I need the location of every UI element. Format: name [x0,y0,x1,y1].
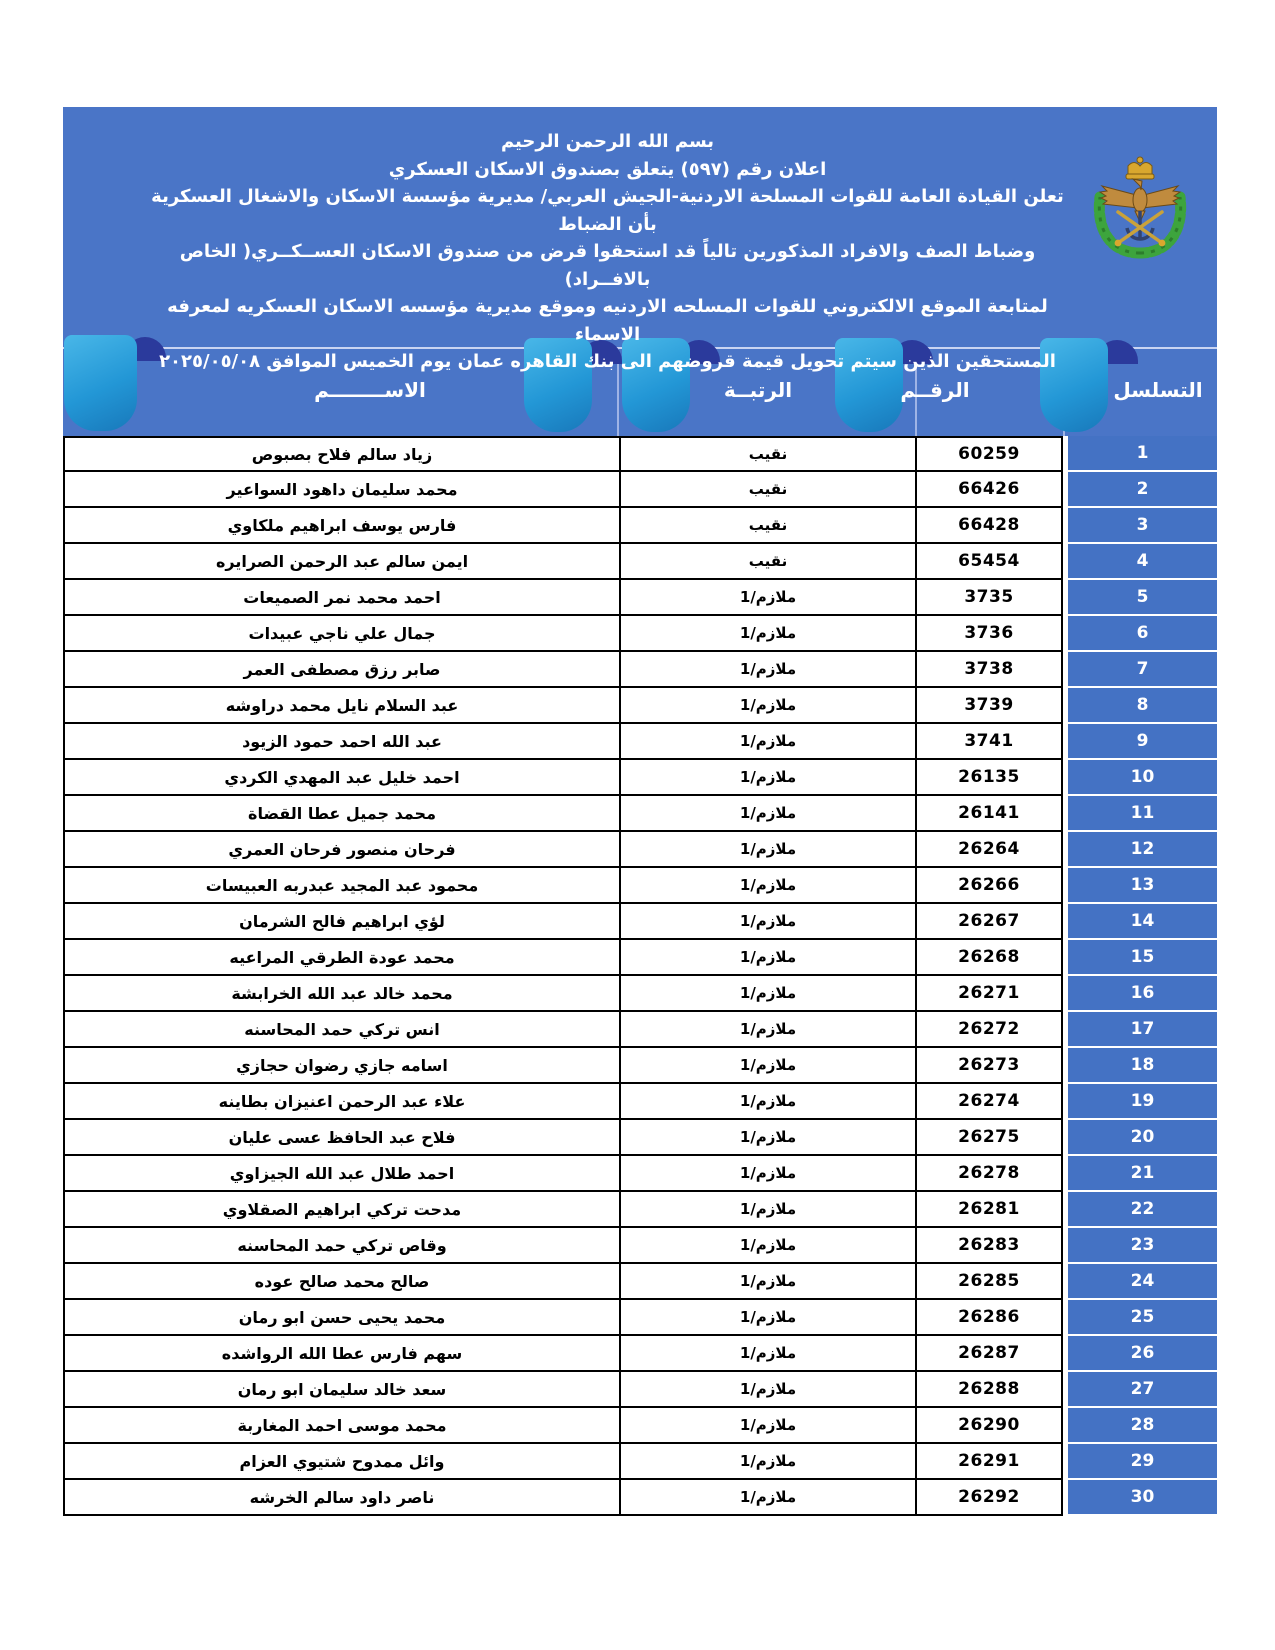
cell-number: 26271 [958,983,1020,1003]
table-row [63,688,1217,724]
cell-name: وقاص تركي حمد المحاسنه [237,1235,447,1255]
table-row [63,904,1217,940]
cell-rank: ملازم/1 [619,940,917,974]
bismillah-line: بسم الله الرحمن الرحيم [500,131,715,152]
cell-serial: 20 [1068,1120,1217,1154]
cell-name: علاء عبد الرحمن اعنيزان بطاينه [218,1091,466,1111]
cell-rank: ملازم/1 [619,688,917,722]
cell-name: محمد يحيى حسن ابو رمان [238,1307,446,1327]
cell-number: 26267 [958,911,1020,931]
cell-number: 26264 [958,839,1020,859]
cell-serial: 6 [1068,616,1217,650]
cell-rank: ملازم/1 [619,1228,917,1262]
cell-serial: 13 [1068,868,1217,902]
cell-rank: ملازم/1 [619,724,917,758]
cell-rank: ملازم/1 [619,1408,917,1442]
announcement-header-band [63,107,1217,436]
cell-number: 26286 [958,1307,1020,1327]
column-header-serial: التسلسل [1113,378,1203,402]
cell-name: محمد سليمان داهود السواعير [226,479,458,499]
cell-number: 26287 [958,1343,1020,1363]
table-row [63,616,1217,652]
cell-serial: 26 [1068,1336,1217,1370]
cell-number: 3739 [964,695,1014,715]
table-row [63,652,1217,688]
cell-rank: ملازم/1 [619,868,917,902]
cell-rank: نقيب [619,508,917,542]
cell-serial: 24 [1068,1264,1217,1298]
cell-name: جمال علي ناجي عبيدات [248,623,436,643]
table-row [63,1048,1217,1084]
cell-serial: 10 [1068,760,1217,794]
table-row [63,1084,1217,1120]
cell-rank: ملازم/1 [619,904,917,938]
cell-rank: ملازم/1 [619,832,917,866]
cell-number: 26273 [958,1055,1020,1075]
cell-name: احمد خليل عبد المهدي الكردي [224,767,460,787]
cell-serial: 5 [1068,580,1217,614]
cell-rank: ملازم/1 [619,580,917,614]
cell-serial: 11 [1068,796,1217,830]
cell-serial: 25 [1068,1300,1217,1334]
armed-forces-emblem-logo [1090,155,1190,259]
cell-rank: ملازم/1 [619,1372,917,1406]
table-row [63,508,1217,544]
cell-serial: 22 [1068,1192,1217,1226]
cell-serial: 1 [1068,436,1217,470]
cell-rank: ملازم/1 [619,1012,917,1046]
table-row [63,1264,1217,1300]
cell-name: محمد موسى احمد المغاربة [237,1415,447,1435]
cell-name: فرحان منصور فرحان العمري [228,839,456,859]
cell-name: محمد جميل عطا القضاة [248,803,436,823]
announcement-body-line-3: لمتابعة الموقع الالكتروني للقوات المسلحه الاردنيه وموقع مديرية مؤسسه الاسكان العسكريه لمعرفه الاسماء [167,296,1048,345]
cell-rank: ملازم/1 [619,1300,917,1334]
cell-rank: ملازم/1 [619,976,917,1010]
cell-name: لؤي ابراهيم فالح الشرمان [239,911,445,931]
cell-number: 26278 [958,1163,1020,1183]
cell-number: 66428 [958,515,1020,535]
table-row [63,1228,1217,1264]
cell-serial: 30 [1068,1480,1217,1514]
cell-name: فارس يوسف ابراهيم ملكاوي [227,515,457,535]
cell-rank: ملازم/1 [619,1336,917,1370]
table-row [63,544,1217,580]
table-row [63,832,1217,868]
cell-name: محمد عودة الطرقي المراعيه [229,947,455,967]
cell-number: 66426 [958,479,1020,499]
cell-name: ناصر داود سالم الخرشه [249,1487,435,1507]
cell-name: سعد خالد سليمان ابو رمان [237,1379,447,1399]
table-row [63,1012,1217,1048]
cell-number: 26272 [958,1019,1020,1039]
cell-number: 26290 [958,1415,1020,1435]
cell-number: 26283 [958,1235,1020,1255]
cell-serial: 17 [1068,1012,1217,1046]
cell-number: 26285 [958,1271,1020,1291]
cell-number: 60259 [958,444,1020,464]
cell-number: 65454 [958,551,1020,571]
cell-serial: 7 [1068,652,1217,686]
announcement-text [63,107,1217,376]
table-row [63,796,1217,832]
cell-number: 3736 [964,623,1014,643]
cell-number: 26275 [958,1127,1020,1147]
cell-name: عبد السلام نايل محمد دراوشه [225,695,459,715]
cell-serial: 15 [1068,940,1217,974]
cell-number: 3735 [964,587,1014,607]
announcement-body-line-2: وضباط الصف والافراد المذكورين تالياً قد استحقوا قرض من صندوق الاسكان العســكــري( الخاص بالافــراد) [179,241,1036,290]
cell-serial: 29 [1068,1444,1217,1478]
cell-rank: ملازم/1 [619,760,917,794]
table-row [63,940,1217,976]
table-row [63,868,1217,904]
cell-serial: 3 [1068,508,1217,542]
cell-serial: 2 [1068,472,1217,506]
column-header-name: الاســــــــم [314,378,426,402]
table-row [63,1336,1217,1372]
cell-number: 26135 [958,767,1020,787]
cell-rank: ملازم/1 [619,796,917,830]
cell-name: احمد طلال عبد الله الجيزاوي [229,1163,455,1183]
cell-name: فلاح عبد الحافظ عسى عليان [228,1127,456,1147]
cell-name: عبد الله احمد حمود الزيود [242,731,442,751]
cell-number: 26274 [958,1091,1020,1111]
cell-serial: 14 [1068,904,1217,938]
cell-serial: 12 [1068,832,1217,866]
cell-rank: ملازم/1 [619,1156,917,1190]
cell-rank: نقيب [619,544,917,578]
table-row [63,1192,1217,1228]
cell-rank: ملازم/1 [619,616,917,650]
cell-name: محمود عبد المجيد عبدربه العبيسات [205,875,479,895]
cell-serial: 19 [1068,1084,1217,1118]
cell-serial: 23 [1068,1228,1217,1262]
cell-serial: 8 [1068,688,1217,722]
table-row [63,724,1217,760]
cell-rank: نقيب [619,438,917,470]
cell-rank: ملازم/1 [619,1084,917,1118]
cell-name: صابر رزق مصطفى العمر [243,659,441,679]
cell-rank: ملازم/1 [619,1264,917,1298]
cell-number: 26281 [958,1199,1020,1219]
table-row [63,760,1217,796]
table-row [63,1480,1217,1516]
cell-number: 26268 [958,947,1020,967]
cell-number: 26292 [958,1487,1020,1507]
cell-name: مدحت تركي ابراهيم الصقلاوي [222,1199,462,1219]
cell-serial: 9 [1068,724,1217,758]
cell-serial: 16 [1068,976,1217,1010]
cell-rank: ملازم/1 [619,1048,917,1082]
table-row [63,1156,1217,1192]
cell-number: 3741 [964,731,1014,751]
cell-name: سهم فارس عطا الله الرواشده [221,1343,463,1363]
table-row [63,1408,1217,1444]
cell-rank: ملازم/1 [619,1192,917,1226]
table-row [63,1372,1217,1408]
table-body [63,436,1217,1516]
table-row [63,1444,1217,1480]
announcement-date-line: المستحقين الذين سيتم تحويل قيمة قروضهم الى بنك القاهره عمان يوم الخميس الموافق ٢٠٢٥/٠٥/٠٨ [159,351,1056,372]
cell-name: وائل ممدوح شتيوي العزام [239,1451,445,1471]
cell-number: 26141 [958,803,1020,823]
announcement-number-line: اعلان رقم (٥٩٧) يتعلق بصندوق الاسكان العسكري [388,158,827,180]
table-row [63,1300,1217,1336]
cell-name: احمد محمد نمر الصميعات [243,587,441,607]
table-row [63,1120,1217,1156]
cell-name: ايمن سالم عبد الرحمن الصرايره [215,551,469,571]
column-header-number: الرقــم [900,378,970,402]
cell-rank: نقيب [619,472,917,506]
cell-number: 3738 [964,659,1014,679]
cell-name: انس تركي حمد المحاسنه [244,1019,440,1039]
cell-serial: 4 [1068,544,1217,578]
table-row [63,436,1217,472]
table-row [63,472,1217,508]
table-row [63,580,1217,616]
cell-rank: ملازم/1 [619,652,917,686]
cell-number: 26288 [958,1379,1020,1399]
cell-serial: 28 [1068,1408,1217,1442]
cell-rank: ملازم/1 [619,1120,917,1154]
cell-number: 26291 [958,1451,1020,1471]
cell-serial: 27 [1068,1372,1217,1406]
cell-name: محمد خالد عبد الله الخرابشة [231,983,453,1003]
announcement-body-line-1: تعلن القيادة العامة للقوات المسلحة الاردنية-الجيش العربي/ مديرية مؤسسة الاسكان والاشغال العسكرية بأن الضباط [151,186,1064,235]
cell-serial: 18 [1068,1048,1217,1082]
cell-name: صالح محمد صالح عوده [254,1271,430,1291]
table-row [63,976,1217,1012]
cell-rank: ملازم/1 [619,1480,917,1514]
cell-name: اسامه جازي رضوان حجازي [236,1055,448,1075]
cell-number: 26266 [958,875,1020,895]
cell-rank: ملازم/1 [619,1444,917,1478]
cell-name: زياد سالم فلاح بصبوص [251,444,433,464]
column-header-rank: الرتبــة [723,378,793,402]
cell-serial: 21 [1068,1156,1217,1190]
